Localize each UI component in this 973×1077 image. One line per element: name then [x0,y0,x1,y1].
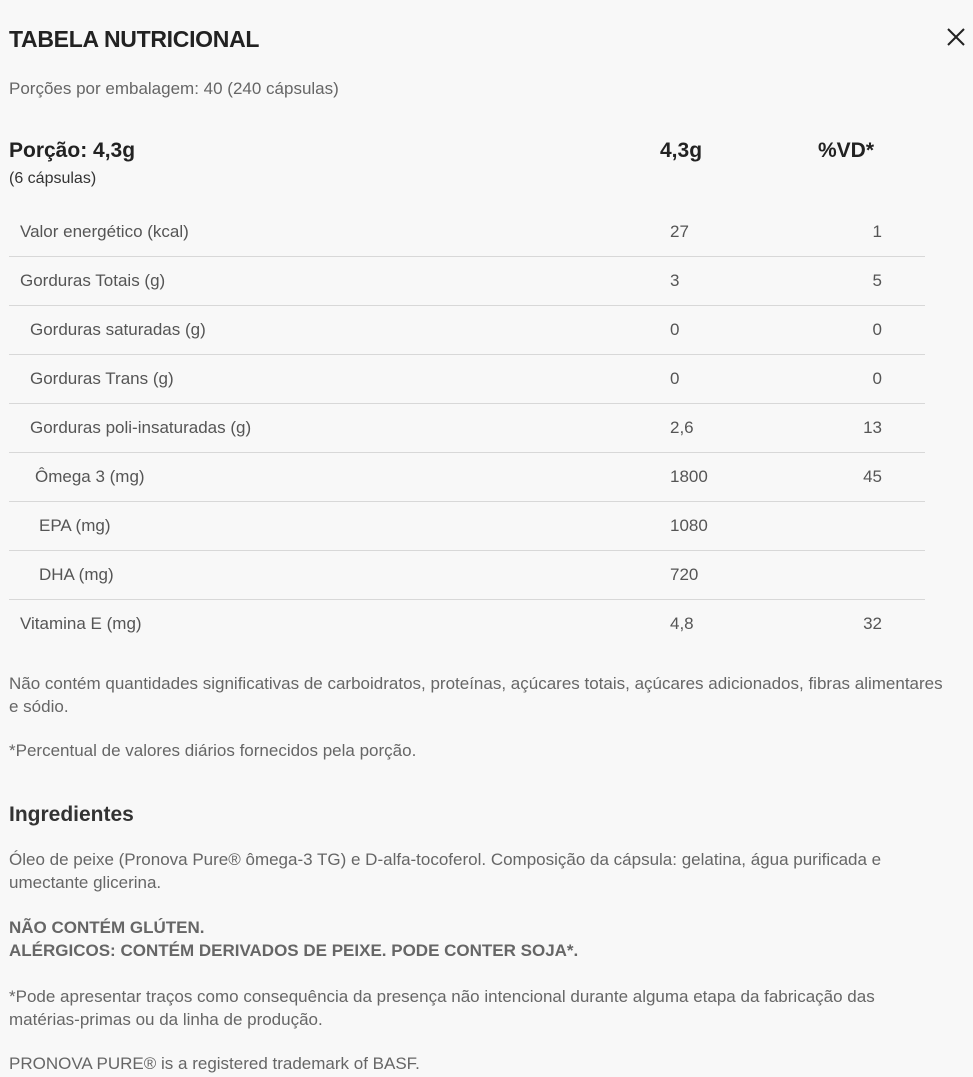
nutrition-table [9,208,925,648]
servings-per-package: Porções por embalagem: 40 (240 cápsulas) [9,79,339,98]
portion-title: Porção: 4,3g [9,139,136,162]
nutrient-vd: 0 [872,369,882,388]
traces-note: *Pode apresentar traços como consequência da presença não intencional durante alguma etapa da fabricação das matérias-primas ou da linha de produção. [9,987,875,1029]
trademark-note: PRONOVA PURE® is a registered trademark of BASF. [9,1054,420,1073]
vd-column-header: %VD* [818,139,875,162]
table-row [9,502,925,551]
allergen-warning: ALÉRGICOS: CONTÉM DERIVADOS DE PEIXE. PODE CONTER SOJA*. [9,941,579,960]
nutrient-vd: 5 [872,271,882,290]
nutrient-label: Gorduras saturadas (g) [30,320,206,339]
close-icon[interactable] [945,26,967,48]
table-row [9,306,925,355]
nutrient-amount: 720 [670,565,699,584]
nutrient-label: Ômega 3 (mg) [35,467,145,486]
nutrient-amount: 27 [670,222,689,241]
nutrient-vd: 1 [872,222,882,241]
nutrient-label: Gorduras Trans (g) [30,369,174,388]
nutrient-amount: 3 [670,271,680,290]
nutrient-vd: 45 [863,467,882,486]
nutrient-vd: 0 [872,320,882,339]
nutrient-amount: 0 [670,369,680,388]
table-row [9,257,925,306]
percent-footnote: *Percentual de valores diários fornecidos pela porção. [9,741,417,760]
ingredients-text: Óleo de peixe (Pronova Pure® ômega-3 TG) e D-alfa-tocoferol. Composição da cápsula: gelatina, água purificada e umectante glicerina. [9,850,882,892]
nutrient-label: Vitamina E (mg) [20,614,142,633]
amount-column-header: 4,3g [660,139,703,162]
nutrient-vd: 13 [863,418,882,437]
nutrient-label: EPA (mg) [39,516,111,535]
table-row [9,453,925,502]
nutrient-amount: 4,8 [670,614,694,633]
portion-subtitle: (6 cápsulas) [9,170,97,187]
table-row [9,600,925,648]
nutrient-amount: 1800 [670,467,708,486]
ingredients-heading: Ingredientes [9,803,134,826]
table-row [9,208,925,257]
page-title: TABELA NUTRICIONAL [9,26,260,52]
table-row [9,551,925,600]
nutrient-label: DHA (mg) [39,565,114,584]
nutrient-amount: 1080 [670,516,708,535]
table-row [9,404,925,453]
gluten-warning: NÃO CONTÉM GLÚTEN. [9,918,205,937]
nutrient-vd: 32 [863,614,882,633]
table-row [9,355,925,404]
no-significant-note: Não contém quantidades significativas de carboidratos, proteínas, açúcares totais, açúcares adicionados, fibras alimentares e sódio. [9,674,943,716]
nutrient-label: Valor energético (kcal) [20,222,189,241]
nutrient-amount: 0 [670,320,680,339]
nutrient-label: Gorduras poli-insaturadas (g) [30,418,252,437]
nutrient-label: Gorduras Totais (g) [20,271,166,290]
nutrient-amount: 2,6 [670,418,694,437]
